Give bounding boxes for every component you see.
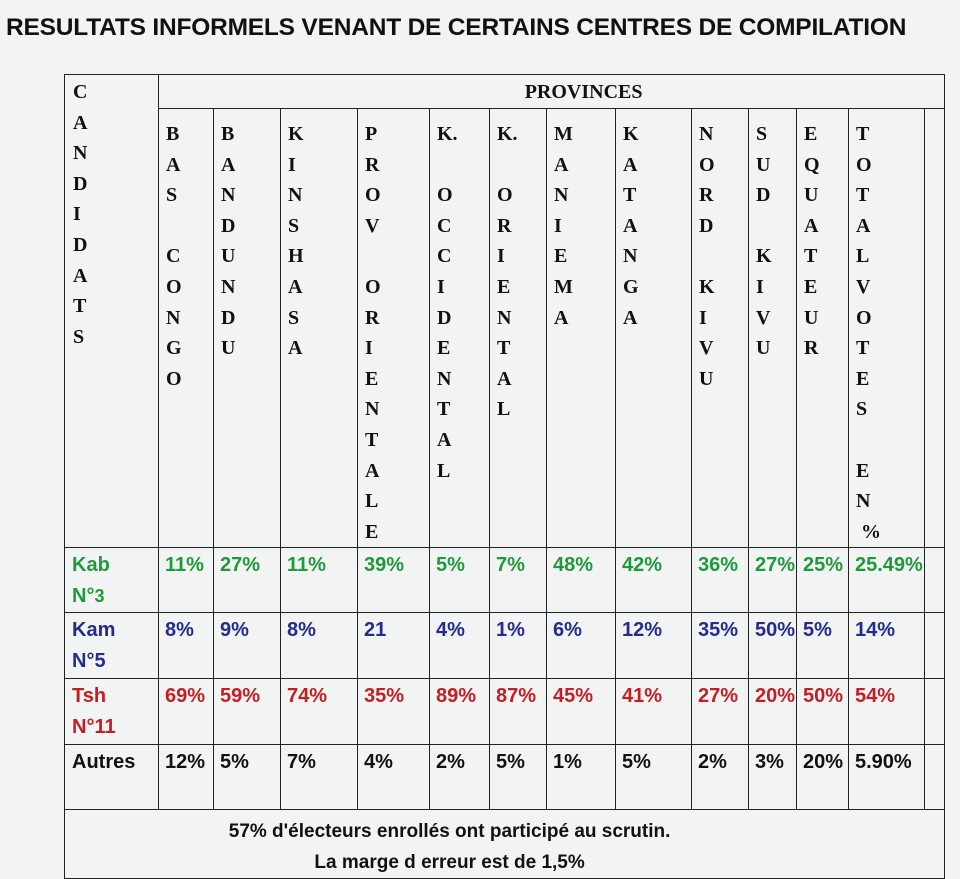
candidate-name-autres (65, 745, 158, 778)
empty-cell (925, 548, 945, 613)
candidate-label: Kam (72, 619, 116, 642)
value-cell: 25% (803, 554, 844, 577)
value-cell: 5% (436, 554, 465, 577)
value-cell: 89% (436, 685, 477, 708)
value-cell: 11% (165, 554, 204, 577)
value-cell: 50% (803, 685, 844, 708)
empty-cell (925, 745, 945, 810)
footer-note (65, 810, 944, 878)
participation-note: 57% d'électeurs enrollés ont participé au scrutin. (228, 821, 671, 843)
footer-row (65, 810, 945, 879)
total-value-cell: 54% (855, 685, 896, 708)
value-cell: 7% (287, 751, 316, 774)
candidates-header: C A N D I D A T S (73, 81, 88, 348)
table-row-autres (65, 745, 945, 810)
candidates-header-cell (65, 75, 159, 548)
value-cell: 4% (436, 619, 465, 642)
candidate-name-kam (65, 613, 158, 677)
value-cell: 12% (622, 619, 663, 642)
province-header-kinshasa: K I N S H A S A (288, 123, 304, 360)
value-cell: 21 (364, 619, 387, 642)
province-header-k-oriental: K. O R I E N T A L (497, 123, 518, 421)
candidate-number: N°11 (72, 716, 116, 739)
value-cell: 45% (553, 685, 594, 708)
value-cell: 50% (755, 619, 796, 642)
value-cell: 42% (622, 554, 663, 577)
candidate-number: N° (72, 585, 95, 608)
candidate-number: N°5 (72, 650, 106, 673)
value-cell: 5% (220, 751, 249, 774)
province-header-bandundu: B A N D U N D U (221, 123, 236, 360)
error-margin-note: La marge d erreur est de 1,5% (314, 852, 585, 874)
candidate-name-kab (65, 548, 158, 612)
province-header-maniema: M A N I E M A (554, 123, 573, 329)
value-cell: 12% (165, 751, 206, 774)
value-cell: 27% (220, 554, 261, 577)
value-cell: 11% (287, 554, 326, 577)
total-value-cell: 25.49% (855, 554, 923, 577)
value-cell: 7% (496, 554, 525, 577)
value-cell: 9% (220, 619, 249, 642)
candidate-label: Autres (72, 751, 136, 774)
province-header-prov-orientale: P R O V O R I E N T A L E (365, 123, 381, 543)
value-cell: 8% (287, 619, 316, 642)
value-cell: 35% (698, 619, 739, 642)
province-header-row (65, 109, 945, 548)
candidate-name-tsh (65, 679, 158, 743)
value-cell: 6% (553, 619, 582, 642)
empty-column-cell (925, 109, 945, 548)
value-cell: 36% (698, 554, 739, 577)
value-cell: 48% (553, 554, 594, 577)
value-cell: 59% (220, 685, 261, 708)
value-cell: 20% (803, 751, 844, 774)
value-cell: 5% (803, 619, 832, 642)
empty-cell (925, 679, 945, 745)
province-header-total-votes: T O T A L V O T E S E N % (856, 123, 881, 543)
value-cell: 2% (698, 751, 727, 774)
empty-cell (925, 613, 945, 679)
provinces-header-cell (159, 75, 945, 109)
value-cell: 20% (755, 685, 796, 708)
value-cell: 41% (622, 685, 663, 708)
candidate-number-suffix: 3 (94, 586, 105, 607)
table-row-tsh (65, 679, 945, 745)
value-cell: 27% (698, 685, 739, 708)
table-row-kam (65, 613, 945, 679)
province-header-nord-kivu: N O R D K I V U (699, 123, 715, 390)
value-cell: 1% (553, 751, 582, 774)
table-row-kab (65, 548, 945, 613)
value-cell: 4% (364, 751, 393, 774)
total-value-cell: 5.90% (855, 751, 912, 774)
footer-cell (65, 810, 945, 879)
province-header-sud-kivu: S U D K I V U (756, 123, 772, 360)
results-table (64, 74, 945, 879)
value-cell: 3% (755, 751, 784, 774)
page-title: RESULTATS INFORMELS VENANT DE CERTAINS CENTRES DE COMPILATION (6, 14, 907, 41)
province-header-k-occidental: K. O C C I D E N T A L (437, 123, 458, 482)
province-header-equateur: E Q U A T E U R (804, 123, 820, 360)
value-cell: 69% (165, 685, 206, 708)
value-cell: 5% (496, 751, 525, 774)
province-header-katanga: K A T A N G A (623, 123, 639, 329)
provinces-header: PROVINCES (524, 81, 643, 103)
value-cell: 8% (165, 619, 194, 642)
value-cell: 1% (496, 619, 525, 642)
total-value-cell: 14% (855, 619, 896, 642)
value-cell: 39% (364, 554, 405, 577)
value-cell: 35% (364, 685, 405, 708)
candidate-label: Kab (72, 554, 110, 577)
province-header-bas-congo: B A S C O N G O (166, 123, 182, 390)
value-cell: 87% (496, 685, 537, 708)
value-cell: 27% (755, 554, 796, 577)
candidate-label: Tsh (72, 685, 107, 708)
value-cell: 2% (436, 751, 465, 774)
value-cell: 5% (622, 751, 651, 774)
value-cell: 74% (287, 685, 328, 708)
